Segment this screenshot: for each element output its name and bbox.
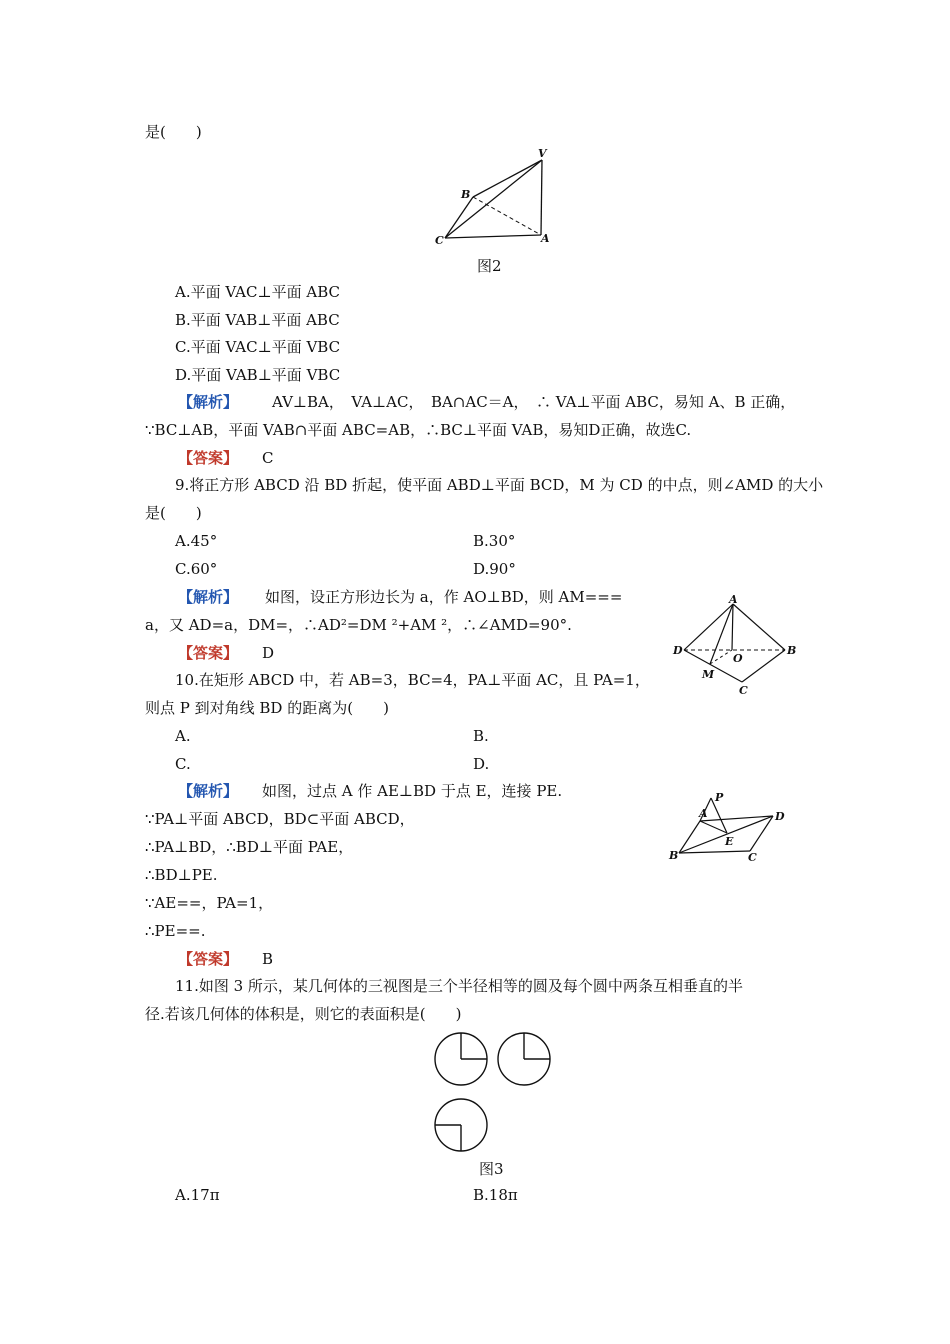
q8-option-d: D.平面 VAB⊥平面 VBC [175, 366, 341, 384]
q10-analysis-tag: 【解析】 [178, 782, 239, 800]
figure-3-caption: 图3 [479, 1160, 504, 1178]
q9-analysis-tag: 【解析】 [178, 588, 239, 606]
fig9-label-b: B [787, 644, 797, 657]
fig9-label-m: M [702, 668, 715, 681]
fig9-label-c: C [739, 684, 748, 697]
fig9-label-o: O [733, 652, 743, 665]
q10-analysis-line-4: ∴BD⊥PE. [145, 866, 218, 884]
q8-analysis-line-1: AV⊥BA， VA⊥AC， BA∩AC＝A， ∴ VA⊥平面 ABC，易知 A、B 正确， [272, 393, 796, 411]
fig10-label-d: D [775, 810, 785, 823]
fig2-label-b: B [461, 188, 471, 201]
figure-2 [425, 145, 565, 250]
q9-stem-line-1: 9.将正方形 ABCD 沿 BD 折起，使平面 ABD⊥平面 BCD，M 为 CD 的中点，则∠AMD 的大小 [175, 476, 824, 494]
q9-option-c: C.60° [175, 560, 218, 578]
q8-option-b: B.平面 VAB⊥平面 ABC [175, 311, 340, 329]
q10-option-c: C. [175, 755, 191, 773]
q9-option-d: D.90° [473, 560, 516, 578]
q9-analysis-line-1: 如图，设正方形边长为 a，作 AO⊥BD，则 AM=== [265, 588, 623, 606]
q10-analysis-line-2: ∵PA⊥平面 ABCD，BD⊂平面 ABCD， [145, 810, 415, 828]
q11-option-a: A.17π [175, 1186, 220, 1204]
q10-answer-tag: 【答案】 [178, 950, 239, 968]
q8-analysis-tag: 【解析】 [178, 393, 239, 411]
q10-option-a: A. [175, 727, 191, 745]
figure-q10 [665, 790, 795, 865]
fig10-label-b: B [669, 849, 679, 862]
fig9-label-a: A [729, 593, 738, 606]
q10-analysis-line-5: ∵AE==，PA=1， [145, 894, 274, 912]
q10-option-b: B. [473, 727, 489, 745]
q11-option-b: B.18π [473, 1186, 518, 1204]
q10-analysis-line-3: ∴PA⊥BD，∴BD⊥平面 PAE， [145, 838, 354, 856]
q9-option-a: A.45° [175, 532, 218, 550]
q9-answer: D [262, 644, 275, 662]
fig2-label-a: A [541, 232, 550, 245]
fig10-label-a: A [699, 807, 708, 820]
fig2-label-v: V [538, 147, 547, 160]
fig9-label-d: D [673, 644, 683, 657]
fig10-label-e: E [725, 835, 734, 848]
q10-option-d: D. [473, 755, 490, 773]
q10-answer: B [262, 950, 274, 968]
q9-analysis-line-2: a，又 AD=a，DM=，∴AD²=DM ²+AM ²，∴∠AMD=90°. [145, 616, 572, 634]
q11-stem-line-2: 径.若该几何体的体积是，则它的表面积是( ) [145, 1005, 462, 1023]
q8-option-c: C.平面 VAC⊥平面 VBC [175, 338, 341, 356]
q10-analysis-line-1: 如图，过点 A 作 AE⊥BD 于点 E，连接 PE. [262, 782, 563, 800]
fig2-label-c: C [435, 234, 444, 247]
q9-answer-tag: 【答案】 [178, 644, 239, 662]
q8-answer-tag: 【答案】 [178, 449, 239, 467]
q10-stem-line-1: 10.在矩形 ABCD 中，若 AB=3，BC=4，PA⊥平面 AC，且 PA=1， [175, 671, 650, 689]
figure-3 [430, 1030, 560, 1155]
fig10-label-c: C [748, 851, 757, 864]
q9-stem-line-2: 是( ) [145, 504, 202, 522]
q9-option-b: B.30° [473, 532, 516, 550]
figure-q9 [670, 592, 810, 702]
q8-option-a: A.平面 VAC⊥平面 ABC [175, 283, 340, 301]
fig10-label-p: P [715, 791, 724, 804]
q10-analysis-line-6: ∴PE==. [145, 922, 206, 940]
q8-stem-tail: 是( ) [145, 123, 202, 141]
figure-2-caption: 图2 [477, 257, 502, 275]
q8-analysis-line-2: ∵BC⊥AB，平面 VAB∩平面 ABC=AB，∴BC⊥平面 VAB，易知D正确，故选C. [145, 421, 692, 439]
q11-stem-line-1: 11.如图 3 所示，某几何体的三视图是三个半径相等的圆及每个圆中两条互相垂直的半 [175, 977, 743, 995]
q10-stem-line-2: 则点 P 到对角线 BD 的距离为( ) [145, 699, 389, 717]
q8-answer: C [262, 449, 274, 467]
